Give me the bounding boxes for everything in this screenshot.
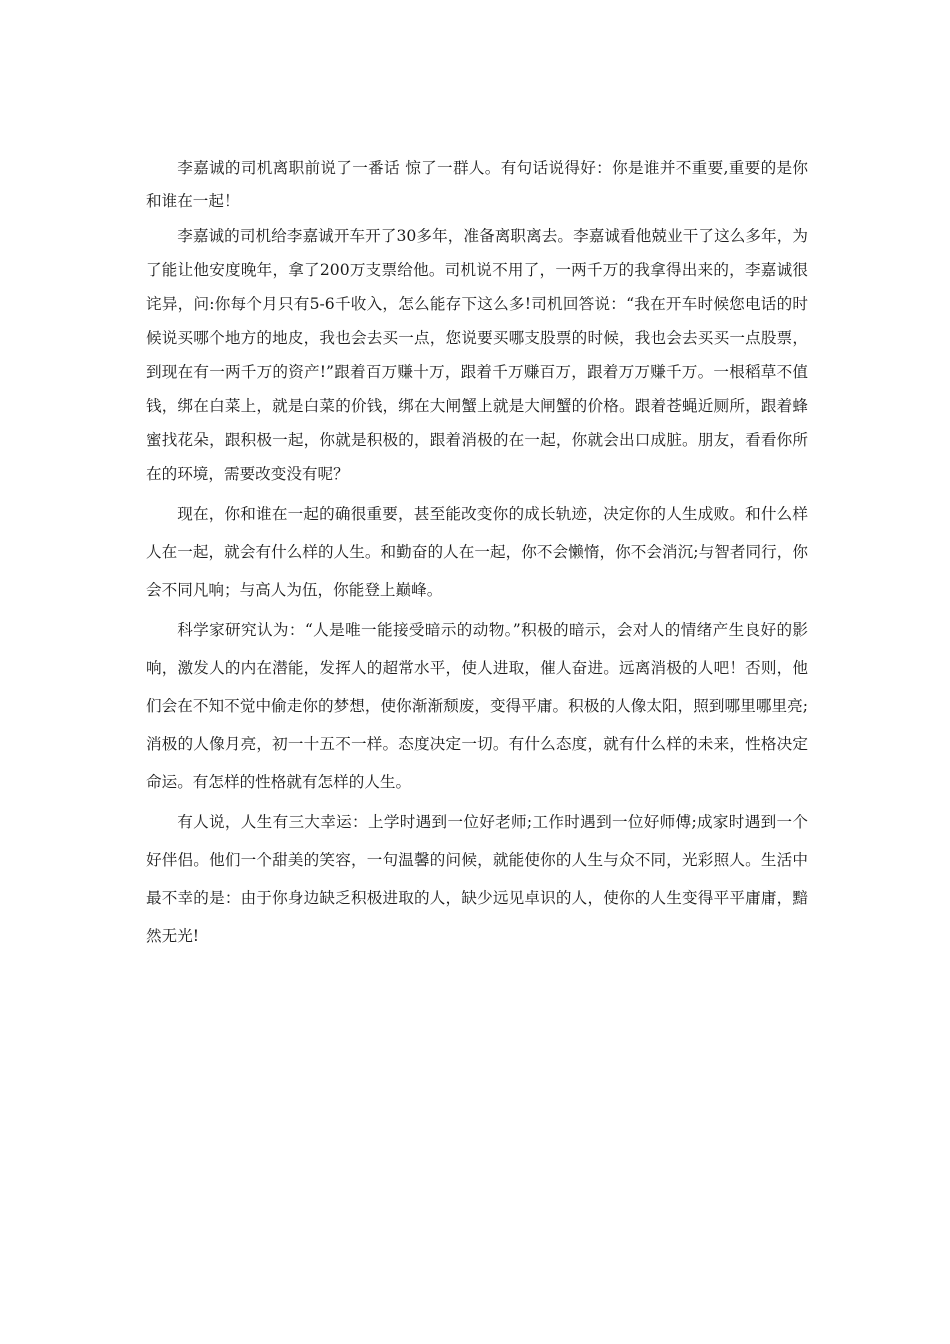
paragraph-intro: 李嘉诚的司机离职前说了一番话 惊了一群人。有句话说得好：你是谁并不重要,重要的是你和谁在一起！ bbox=[146, 159, 808, 210]
paragraph-positive-suggestion: 科学家研究认为：“人是唯一能接受暗示的动物。”积极的暗示，会对人的情绪产生良好的影响，激发人的内在潜能，发挥人的超常水平，使人进取，催人奋进。远离消极的人吧！否则，他们会在不知不觉中偷走你的梦想，使你渐渐颓废，变得平庸。积极的人像太阳，照到哪里哪里亮;消极的人像月亮，初一十五不一样。态度决定一切。有什么态度，就有什么样的未来，性格决定命运。有怎样的性格就有怎样的人生。 bbox=[146, 621, 808, 791]
paragraph-who-you-are-with: 现在，你和谁在一起的确很重要，甚至能改变你的成长轨迹，决定你的人生成败。和什么样人在一起，就会有什么样的人生。和勤奋的人在一起，你不会懒惰，你不会消沉;与智者同行，你会不同凡响；与高人为伍，你能登上巅峰。 bbox=[146, 505, 808, 599]
paragraph-three-fortunes: 有人说，人生有三大幸运：上学时遇到一位好老师;工作时遇到一位好师傅;成家时遇到一个好伴侣。他们一个甜美的笑容，一句温馨的问候，就能使你的人生与众不同，光彩照人。生活中最不幸的是：由于你身边缺乏积极进取的人，缺少远见卓识的人，使你的人生变得平平庸庸，黯然无光! bbox=[146, 813, 808, 945]
paragraph-driver-story: 李嘉诚的司机给李嘉诚开车开了30多年，准备离职离去。李嘉诚看他兢业干了这么多年，为了能让他安度晚年，拿了200万支票给他。司机说不用了，一两千万的我拿得出来的，李嘉诚很诧异，问:你每个月只有5-6千收入，怎么能存下这么多!司机回答说：“我在开车时候您电话的时候说买哪个地方的地皮，我也会去买一点，您说要买哪支股票的时候，我也会去买买一点股票，到现在有一两千万的资产!”跟着百万赚十万，跟着千万赚百万，跟着万万赚千万。一根稻草不值钱，绑在白菜上，就是白菜的价钱，绑在大闸蟹上就是大闸蟹的价格。跟着苍蝇近厕所，跟着蜂蜜找花朵，跟积极一起，你就是积极的，跟着消极的在一起，你就会出口成脏。朋友，看看你所在的环境，需要改变没有呢？ bbox=[146, 227, 808, 483]
document-body bbox=[146, 152, 808, 955]
